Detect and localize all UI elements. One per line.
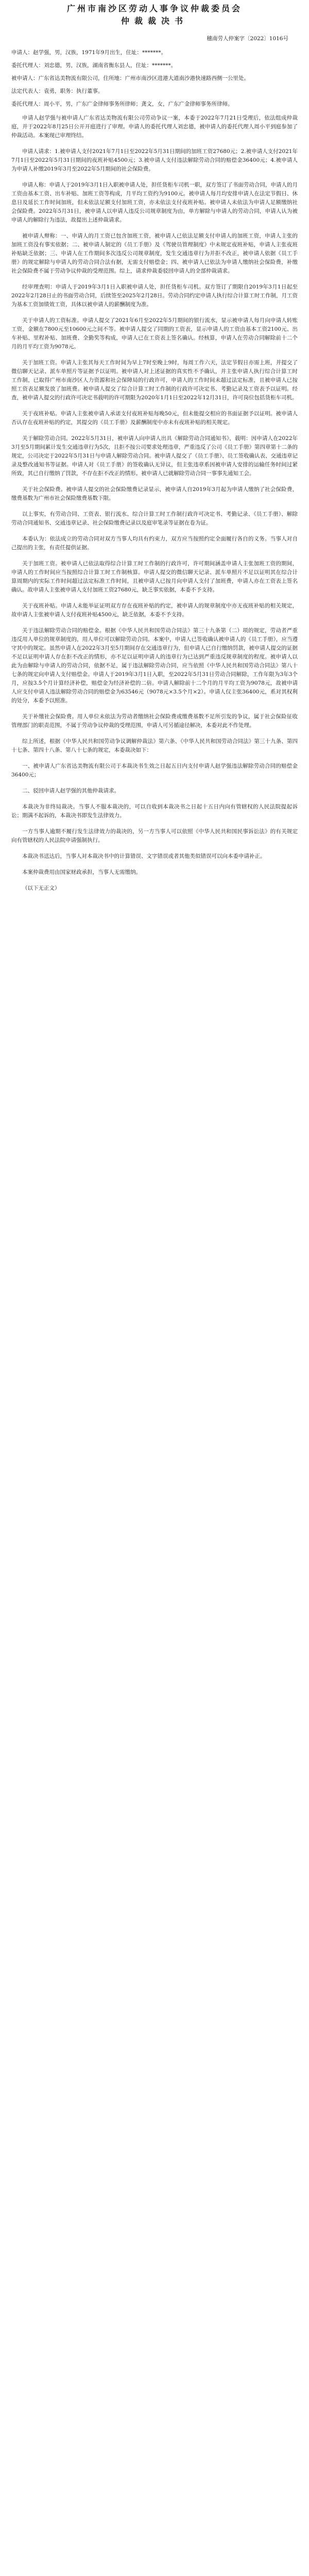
paragraph-end-marker: （以下无正文）	[22, 885, 60, 891]
paragraph-facts-social-insurance: 关于社会保险费。被申请人提交的社会保险缴费记录显示，被申请人自2019年3月起为申请人缴纳了社会保险费，缴费基数为广州市社会保险缴费基数下限。	[11, 486, 298, 501]
paragraph-correction-notice: 本裁决书送达后，当事人对本裁决书中的计算错误、文字错误或者其他类似错误可以向本委申请补正。	[22, 853, 266, 859]
paragraph-facts-wage: 关于申请人的工资标准。申请人提交了2021年6月至2022年5月期间的银行流水，显示被申请人每月向申请人转账工资，金额在7800元至10600元之间不等。被申请人提交了同期的工资表，显示申请人的工资由基本工资2100元、出车补贴、里程补贴、加班费、全勤奖等构成，申请人已在工资表上签名确认。经核算，申请人在劳动合同解除前十二个月的月平均工资为9078元。	[11, 317, 298, 350]
paragraph-opinion-intro: 本委认为：依法成立的劳动合同对双方当事人均具有约束力，双方应当按照约定全面履行各自的义务。当事人对自己提出的主张，有责任提供证据。	[11, 536, 298, 551]
paragraph-opinion-night-shift: 关于夜班补贴。申请人未能举证证明双方存在夜班补贴的约定，被申请人的规章制度中亦无夜班补贴的相关规定，故申请人主张被申请人支付夜班补贴4500元，缺乏依据，本委不予支持。	[11, 603, 298, 618]
paragraph-enforcement-notice: 一方当事人逾期不履行发生法律效力的裁决的，另一方当事人可以依照《中华人民共和国民事诉讼法》的有关规定向有管辖权的人民法院申请强制执行。	[11, 828, 298, 843]
parties-section	[11, 48, 298, 109]
paragraph-facts-night-shift: 关于夜班补贴。申请人主张被申请人承诺支付夜班补贴每晚50元，但未能提交相应的书面证据予以证明。被申请人否认存在夜班补贴的约定，其提交的《员工手册》及薪酬制度中亦未有夜班补贴的相关规定。	[11, 411, 298, 426]
party-line: 被申请人：广东省达美物流有限公司，住所地：广州市南沙区进港大道南沙港快速路西侧一公里处。	[11, 75, 249, 81]
document-header	[11, 0, 298, 27]
party-line: 法定代表人：袁勇，职务：执行董事。	[11, 88, 104, 94]
case-number: 穗南劳人仲案字〔2022〕1016号	[207, 36, 288, 42]
party-line: 申请人：赵学强，男，汉族，1971年9月出生，住址：*******。	[11, 49, 167, 56]
paragraph-ruling-item-1: 一、被申请人广东省达美物流有限公司于本裁决书生效之日起五日内支付申请人赵学强违法解除劳动合同的赔偿金36400元；	[11, 763, 298, 778]
party-line: 委托代理人：刘忠德，男，汉族，湖南省衡东县人，住址：*******。	[11, 62, 177, 69]
party-line: 委托代理人：周小平，男，广东广金律师事务所律师；龚文，女，广东广金律师事务所律师。	[11, 101, 233, 107]
paragraph-case-intro: 申请人赵学强与被申请人广东省达美物流有限公司劳动争议一案，本委于2022年7月21日受理后，依法组成仲裁庭，并于2022年8月25日公开开庭进行了审理。申请人的委托代理人刘忠德，被申请人的委托代理人周小平到庭参加了仲裁活动。本案现已审理终结。	[11, 115, 298, 139]
paragraph-facts-overtime: 关于加班工资。申请人主张其每天工作时间为早上7时至晚上9时，每周工作六天，法定节假日亦需上班，并提交了微信聊天记录、派车单照片等证据予以证明。被申请人对上述证据的真实性不予确认，并主张申请人执行综合计算工时工作制，已取得广州市南沙区人力资源和社会保障局的行政许可，申请人的工作时间未超过法定标准，且被申请人已按照工资表足额发放了加班费。被申请人提交了综合计算工时工作制的行政许可决定书、考勤记录及工资表予以证明。经查，被申请人提交的行政许可决定书载明的许可期限为2020年1月1日至2022年12月31日，许可岗位包括货柜车司机。	[11, 360, 298, 401]
paragraph-claims: 申请人请求：1.被申请人支付2021年7月1日至2022年5月31日期间的加班工资27680元；2.被申请人支付2021年7月1日至2022年5月31日期间的夜班补贴4500元；3.被申请人支付违法解除劳动合同的赔偿金36400元；4.被申请人为申请人补缴2019年3月至2022年5月期间的社会保险费。	[11, 148, 298, 172]
paragraph-applicant-statement: 申请人称：申请人于2019年3月1日入职被申请人处，担任货柜车司机一职，双方签订了书面劳动合同，申请人的月工资由基本工资、出车补贴、加班工资等构成，月平均工资约为9100元。被申请人每月均安排申请人在法定节假日、休息日及延长工作时间加班，但未依法足额支付加班工资，亦未依法支付夜班补贴。被申请人未依法为申请人足额缴纳社会保险费。2022年5月31日，被申请人以申请人违反公司规章制度为由，单方解除与申请人的劳动合同，申请人认为被申请人的解除行为违法，故提出上述仲裁请求。	[11, 182, 298, 223]
paragraph-opinion-overtime: 关于加班工资。被申请人已依法取得综合计算工时工作制的行政许可，许可期间涵盖申请人主张加班工资的期间，申请人的工作时间应当按照综合计算工时工作制核算。申请人提交的微信聊天记录、派车单照片不足以证明其在综合计算周期内的实际工作时间超过法定标准工作时间，且被申请人已按月向申请人支付了加班费，申请人亦在工资表上签名确认。故申请人主张被申请人支付加班工资27680元，缺乏事实依据，本委不予支持。	[11, 561, 298, 593]
paragraph-opinion-social-insurance: 关于补缴社会保险费。用人单位未依法为劳动者缴纳社会保险费或缴费基数不足所引发的争议，属于社会保险征收管理部门的职责范围，不属于劳动争议仲裁的受理范围，申请人可另循途径解决，本委对此不作处理。	[11, 714, 298, 728]
paragraph-evidence: 以上事实，有劳动合同、工资表、银行流水、综合计算工时工作制行政许可决定书、考勤记录、《员工手册》、解除劳动合同通知书、交通违章记录、社会保险缴费记录以及庭审笔录等证据在卷为证。	[11, 511, 298, 526]
arbitration-commission-name: 广州市南沙区劳动人事争议仲裁委员会	[66, 4, 242, 13]
paragraph-legal-basis: 综上所述，根据《中华人民共和国劳动争议调解仲裁法》第六条、《中华人民共和国劳动合同法》第三十九条、第四十七条、第四十八条、第八十七条的规定，本委裁决如下：	[11, 738, 298, 753]
paragraph-appeal-notice: 本裁决为非终局裁决。当事人不服本裁决的，可以自收到本裁决书之日起十五日内向有管辖权的人民法院提起诉讼；期满不起诉的，本裁决书即发生法律效力。	[11, 804, 298, 819]
paragraph-respondent-defense: 被申请人辩称：一、申请人的月工资已包含加班工资，被申请人已依法足额支付申请人的加班工资，申请人主张的加班工资没有事实依据；二、被申请人制定的《员工手册》及《驾驶员管理制度》中未规定夜班补贴，申请人主张夜班补贴缺乏依据；三、申请人在工作期间多次违反公司规章制度，发生交通违章行为并拒不改正，被申请人依据《员工手册》的规定解除与申请人的劳动合同合法有据，无需支付赔偿金；四、被申请人已依法为申请人缴纳社会保险费，补缴社会保险费不属于劳动争议仲裁的受理范围。综上，请求仲裁委驳回申请人的全部仲裁请求。	[11, 233, 298, 274]
award-body	[11, 114, 298, 893]
paragraph-ruling-item-2: 二、驳回申请人赵学强的其他仲裁请求。	[22, 788, 119, 794]
paragraph-facts-employment: 经审理查明：申请人于2019年3月1日入职被申请人处，担任货柜车司机。双方签订了期限自2019年3月1日起至2022年2月28日止的书面劳动合同，后续签至2025年2月28日。劳动合同约定申请人执行综合计算工时工作制，月工资为基本工资加绩效工资，具体以被申请人的薪酬制度为准。	[11, 284, 298, 308]
paragraph-facts-termination: 关于解除劳动合同。2022年5月31日，被申请人向申请人出具《解除劳动合同通知书》，载明：因申请人在2022年3月至5月期间累计发生交通违章行为5次，且拒不按公司要求处理违章，严重违反了公司《员工手册》第四章第十二条的规定，公司决定于2022年5月31日与申请人解除劳动合同。被申请人提交了《员工手册》、员工签收确认表、交通违章记录及整改通知书等证据。申请人对《员工手册》的签收确认无异议，但主张违章系因被申请人安排的运输任务时间过紧所致，其已自行缴纳了罚款，不存在拒不改正的情形。被申请人已就解除劳动合同一事事先通知工会。	[11, 435, 298, 477]
document-title: 仲裁裁决书	[121, 16, 188, 26]
paragraph-fee-notice: 本案仲裁费用由国家财政承担，当事人无需缴纳。	[22, 869, 141, 875]
paragraph-opinion-compensation: 关于违法解除劳动合同的赔偿金。根据《中华人民共和国劳动合同法》第三十九条第（二）项的规定，劳动者严重违反用人单位的规章制度的，用人单位可以解除劳动合同。本案中，申请人已签收确认被申请人的《员工手册》，应当遵守其中的规定。虽然申请人在2022年3月至5月期间存在交通违章行为，但申请人已自行缴纳罚款，被申请人提交的证据不足以证明申请人存在拒不改正的情形，亦不足以证明申请人的违章行为已达到严重违反规章制度的程度。被申请人以此为由解除与申请人的劳动合同，依据不足，属于违法解除劳动合同，应当依照《中华人民共和国劳动合同法》第八十七条的规定向申请人支付赔偿金。申请人于2019年3月1日入职，至2022年5月31日劳动合同解除，工作年限为3年3个月，应按3.5个月计算经济补偿，赔偿金为经济补偿的二倍。申请人解除前十二个月的月平均工资为9078元，故被申请人应支付申请人违法解除劳动合同的赔偿金为63546元（9078元×3.5个月×2）。申请人仅主张36400元，系对其权利的处分，本委予以照准。	[11, 628, 298, 704]
